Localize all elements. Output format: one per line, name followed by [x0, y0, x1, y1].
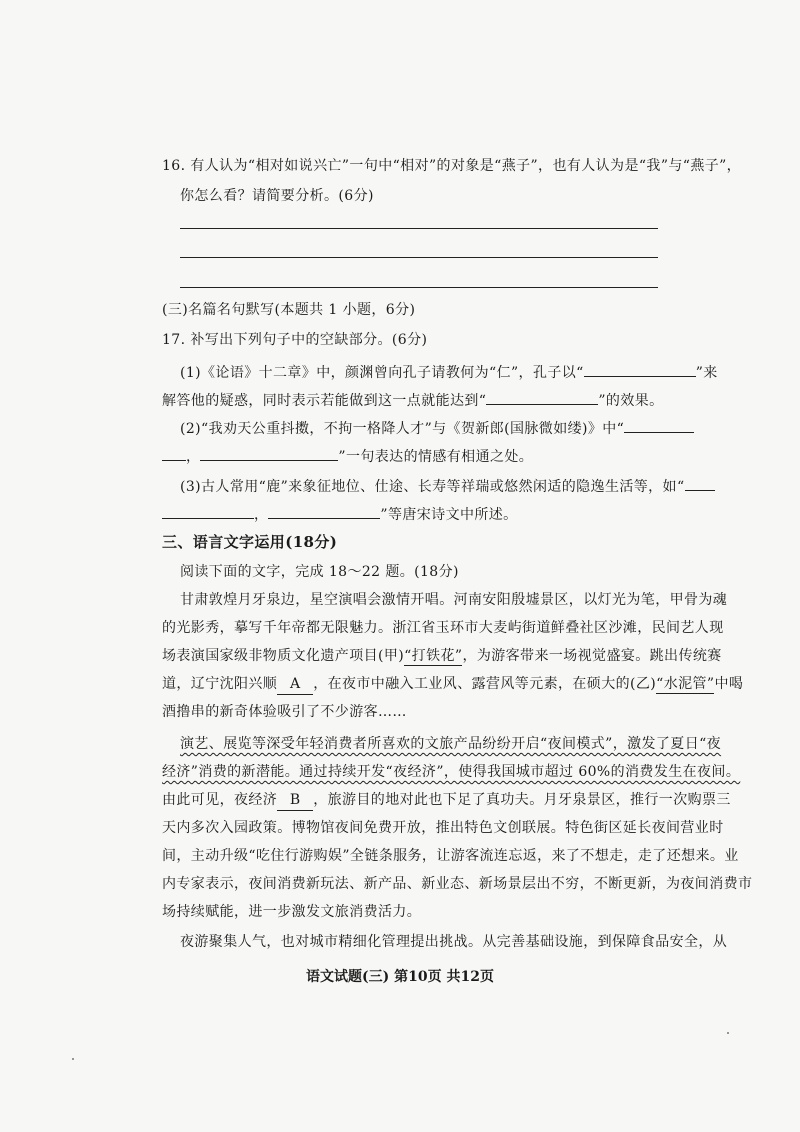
q17-item-1-text-b: ”来 — [695, 365, 718, 381]
q17-item-1-line-1 — [180, 362, 718, 383]
blank-5-cont[interactable] — [162, 504, 254, 519]
underlined-term-jia: “打铁花” — [404, 648, 463, 664]
q17-item-1-text-d: ”的效果。 — [598, 393, 664, 409]
wavy-sentence-2: 经济”消费的新潜能。通过持续开发“夜经济”，使得我国城市超过 60%的消费发生在夜间。 — [162, 764, 741, 780]
wavy-sentence-1: 演艺、展览等深受年轻消费者所喜欢的文旅产品纷纷开启“夜间模式”，激发了夏日“夜 — [180, 736, 722, 752]
para2-line-3 — [162, 790, 731, 811]
underlined-term-yi: “水泥管” — [656, 676, 715, 692]
para2-line-4: 天内多次入园政策。博物馆夜间免费开放，推出特色文创联展。特色街区延长夜间营业时 — [162, 820, 724, 836]
slot-a[interactable]: A — [277, 674, 313, 695]
para1-line-5: 酒撸串的新奇体验吸引了不少游客…… — [162, 704, 407, 720]
q17-item-3-text-a: (3)古人常用“鹿”来象征地位、仕途、长寿等祥瑞或悠然闲适的隐逸生活等，如“ — [180, 479, 685, 495]
slot-b[interactable]: B — [277, 790, 313, 811]
blank-3[interactable] — [624, 418, 694, 433]
q17-item-2-text-b: ， — [186, 449, 201, 465]
q17-item-3-line-1 — [180, 476, 715, 497]
para2-line-3-a: 由此可见，夜经济 — [162, 792, 278, 808]
scan-speck — [72, 1058, 74, 1060]
para2-line-6: 内专家表示，夜间消费新玩法、新产品、新业态、新场景层出不穷，不断更新，为夜间消费市 — [162, 876, 753, 892]
q17-title: 17. 补写出下列句子中的空缺部分。(6分) — [162, 332, 428, 348]
para2-line-1 — [180, 734, 721, 754]
part-3-intro: 阅读下面的文字，完成 18～22 题。(18分) — [180, 564, 459, 580]
para3-line-1: 夜游聚集人气，也对城市精细化管理提出挑战。从完善基础设施，到保障食品安全，从 — [180, 934, 728, 950]
q17-item-3-text-b: ， — [254, 507, 269, 523]
section-3-title: (三)名篇名句默写(本题共 1 小题，6分) — [162, 302, 416, 318]
blank-1[interactable] — [584, 362, 696, 377]
q17-item-2-text-c: ”一句表达的情感有相通之处。 — [338, 449, 534, 465]
answer-line-3 — [180, 287, 658, 288]
q17-item-3-line-2 — [162, 504, 518, 525]
q17-item-1-line-2 — [162, 390, 664, 411]
para2-line-7: 场持续赋能，进一步激发文旅消费活力。 — [162, 904, 422, 920]
para1-line-4-b: ，在夜市中融入工业风、露营风等元素，在硕大的(乙) — [313, 676, 657, 692]
para1-line-3-a: 场表演国家级非物质文化遗产项目(甲) — [162, 648, 405, 664]
q17-item-2-line-1 — [180, 418, 694, 439]
scan-speck — [727, 1032, 729, 1034]
para2-line-2 — [162, 762, 740, 782]
blank-4[interactable] — [200, 446, 338, 461]
para2-line-5: 间，主动升级“吃住行游购娱”全链条服务，让游客流连忘返，来了不想走，走了还想来。业 — [162, 848, 739, 864]
q17-item-3-text-c: ”等唐宋诗文中所述。 — [380, 507, 518, 523]
para1-line-4-a: 道，辽宁沈阳兴顺 — [162, 676, 278, 692]
para1-line-1: 甘肃敦煌月牙泉边，星空演唱会激情开唱。河南安阳殷墟景区，以灯光为笔，甲骨为魂 — [180, 592, 728, 608]
q17-item-1-text-a: (1)《论语》十二章》中，颜渊曾向孔子请教何为“仁”，孔子以“ — [180, 365, 584, 381]
para1-line-2: 的光影秀，摹写千年帝都无限魅力。浙江省玉环市大麦屿街道鲜叠社区沙滩，民间艺人现 — [162, 620, 724, 636]
blank-6[interactable] — [268, 504, 380, 519]
blank-2[interactable] — [486, 390, 598, 405]
para1-line-4 — [162, 674, 743, 695]
blank-5[interactable] — [685, 476, 715, 491]
q16-line-1: 16. 有人认为“相对如说兴亡”一句中“相对”的对象是“燕子”，也有人认为是“我”与“燕子”， — [162, 158, 742, 174]
para2-line-3-b: ，旅游目的地对此也下足了真功夫。月牙泉景区，推行一次购票三 — [313, 792, 731, 808]
blank-3-cont[interactable] — [162, 446, 186, 461]
para1-line-4-c: 中喝 — [714, 676, 744, 692]
para1-line-3 — [162, 646, 722, 666]
q16-line-2: 你怎么看？请简要分析。(6分) — [180, 188, 374, 204]
q17-item-1-text-c: 解答他的疑惑，同时表示若能做到这一点就能达到“ — [162, 393, 487, 409]
answer-line-1 — [180, 228, 658, 229]
page-footer: 语文试题(三) 第10页 共12页 — [306, 969, 494, 985]
para1-line-3-b: ，为游客带来一场视觉盛宴。跳出传统赛 — [462, 648, 722, 664]
q17-item-2-text-a: (2)“我劝天公重抖擞，不拘一格降人才”与《贺新郎(国脉微如缕)》中“ — [180, 421, 625, 437]
q17-item-2-line-2 — [162, 446, 533, 467]
answer-line-2 — [180, 257, 658, 258]
part-3-title: 三、语言文字运用(18分) — [162, 533, 338, 551]
